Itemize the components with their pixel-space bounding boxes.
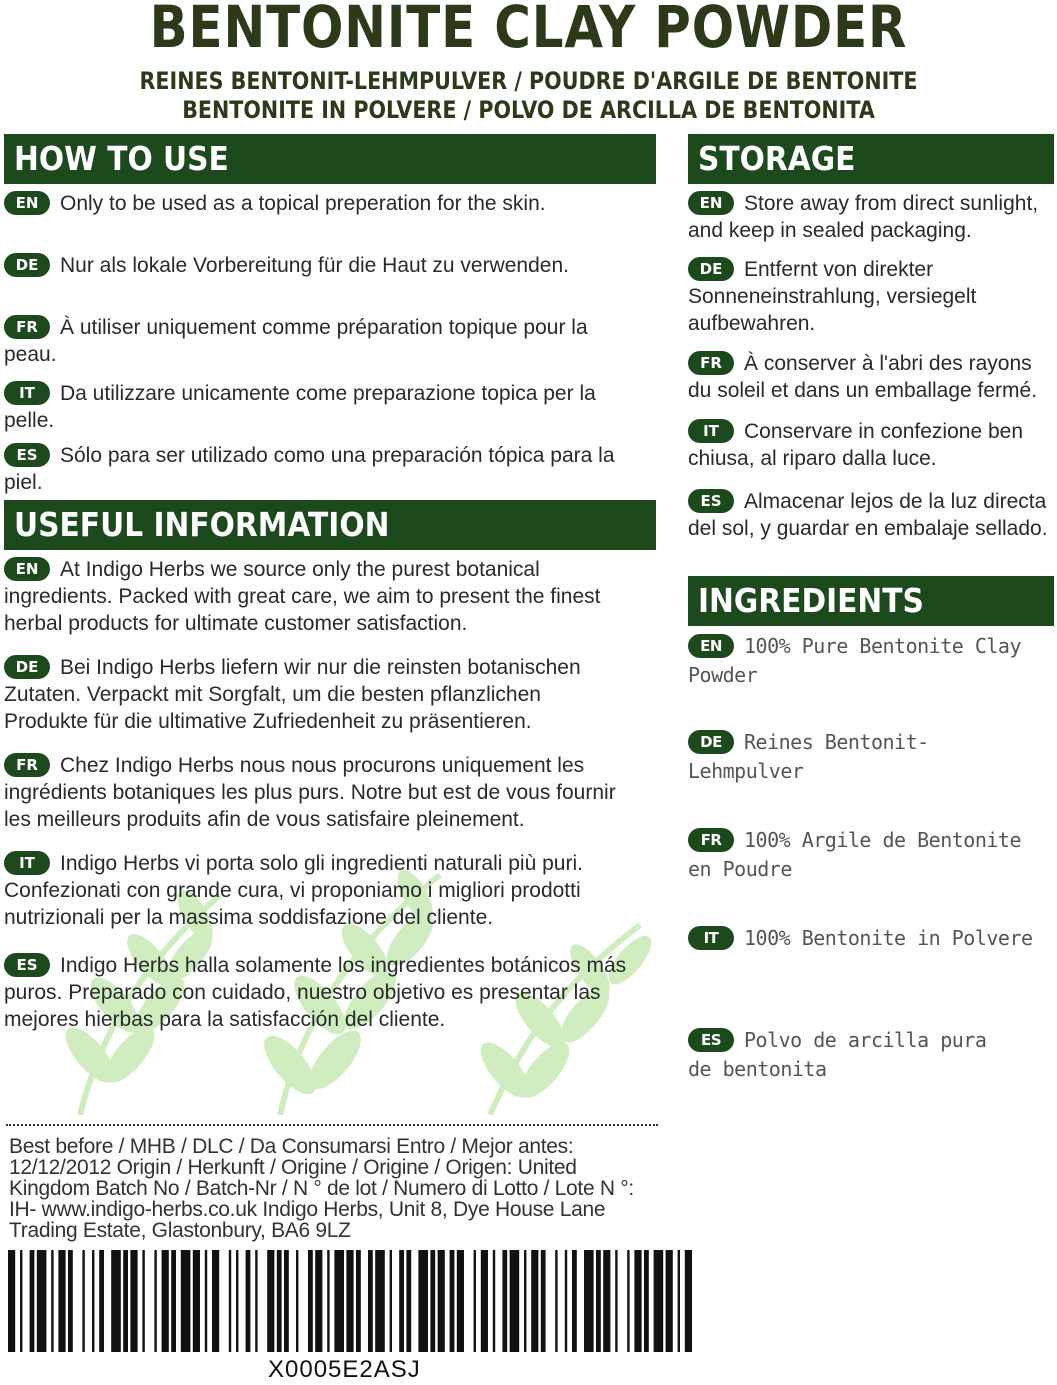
storage-item-fr: [688, 350, 1054, 418]
storage-item-es: [688, 488, 1054, 576]
ingredients-text: 100% Argile de Bentonite en Poudre: [688, 828, 1021, 881]
how-to-use-text: À utiliser uniquement comme préparation topique pour la peau.: [4, 316, 588, 366]
how-to-use-item-de: [4, 252, 656, 314]
barcode-icon: [8, 1250, 696, 1352]
lang-badge: FR: [688, 828, 734, 852]
ingredients-item-en: [688, 632, 1054, 728]
footer-info: Best before / MHB / DLC / Da Consumarsi Entro / Mejor antes: 12/12/2012 Origin / Herkunft / Origine / Origine / Origen: United Kingdom Batch No / Batch-Nr / N ° de lot / Numero di Lotto / Lote N °: IH- www.indigo-herbs.co.uk Indigo Herbs, Unit 8, Dye House Lane Trading Estate, Glastonbury, BA6 9LZ: [9, 1135, 634, 1242]
lang-badge: FR: [4, 753, 50, 777]
lang-badge: EN: [4, 191, 50, 215]
how-to-use-text: Da utilizzare unicamente come preparazione topica per la pelle.: [4, 382, 596, 432]
storage-text: Conservare in confezione ben chiusa, al riparo dalla luce.: [688, 420, 1024, 470]
lang-badge: IT: [4, 381, 50, 405]
lang-badge: IT: [688, 419, 734, 443]
lang-badge: ES: [688, 489, 734, 513]
lang-badge: EN: [688, 191, 734, 215]
lang-badge: DE: [4, 655, 50, 679]
lang-badge: DE: [4, 253, 50, 277]
useful-info-text: Indigo Herbs halla solamente los ingredientes botánicos más puros. Preparado con cuidado, nuestro objetivo es presentar las mejores hierbas para la satisfacción del cliente.: [4, 954, 627, 1031]
lang-badge: ES: [4, 953, 50, 977]
useful-information-heading: USEFUL INFORMATION: [4, 500, 656, 550]
divider: [6, 1124, 658, 1126]
useful-info-item-es: [4, 952, 654, 1042]
storage-text: Store away from direct sunlight, and keep in sealed packaging.: [688, 192, 1039, 242]
left-column: [4, 134, 656, 1042]
ingredients-item-de: [688, 728, 948, 826]
storage-text: À conserver à l'abri des rayons du soleil et dans un emballage fermé.: [688, 352, 1038, 402]
useful-info-item-it: [4, 850, 614, 952]
how-to-use-item-it: [4, 380, 624, 442]
lang-badge: FR: [688, 351, 734, 375]
lang-badge: IT: [4, 851, 50, 875]
how-to-use-item-es: [4, 442, 644, 500]
ingredients-heading: INGREDIENTS: [688, 576, 1054, 626]
ingredients-text: Reines Bentonit-Lehmpulver: [688, 730, 929, 783]
storage-text: Entfernt von direkter Sonneneinstrahlung, versiegelt aufbewahren.: [688, 258, 977, 335]
storage-text: Almacenar lejos de la luz directa del sol, y guardar en embalaje sellado.: [688, 490, 1048, 540]
lang-badge: IT: [688, 926, 734, 950]
storage-item-en: [688, 190, 1054, 256]
how-to-use-item-en: [4, 190, 656, 252]
lang-badge: DE: [688, 730, 734, 754]
useful-info-text: Indigo Herbs vi porta solo gli ingredienti naturali più puri. Confezionati con grande cura, vi proponiamo i migliori prodotti nutrizionali per la massima soddisfazione del cliente.: [4, 852, 583, 929]
lang-badge: ES: [4, 443, 50, 467]
subtitle-line-2: BENTONITE IN POLVERE / POLVO DE ARCILLA DE BENTONITA: [182, 96, 875, 124]
storage-item-de: [688, 256, 1008, 350]
how-to-use-text: Nur als lokale Vorbereitung für die Haut zu verwenden.: [60, 254, 569, 277]
useful-info-text: At Indigo Herbs we source only the purest botanical ingredients. Packed with great care, we aim to present the finest herbal products for ultimate customer satisfaction.: [4, 558, 601, 635]
right-column: [688, 134, 1054, 1086]
ingredients-text: 100% Pure Bentonite Clay Powder: [688, 634, 1021, 687]
useful-info-item-de: [4, 654, 624, 752]
ingredients-text: Polvo de arcilla pura de bentonita: [688, 1028, 987, 1081]
how-to-use-heading: HOW TO USE: [4, 134, 656, 184]
how-to-use-text: Only to be used as a topical preperation for the skin.: [60, 192, 546, 215]
useful-info-item-en: [4, 556, 634, 654]
lang-badge: EN: [688, 634, 734, 658]
subtitle-line-1: REINES BENTONIT-LEHMPULVER / POUDRE D'ARGILE DE BENTONITE: [139, 67, 918, 95]
barcode-number: X0005E2ASJ: [268, 1356, 421, 1383]
lang-badge: FR: [4, 315, 50, 339]
ingredients-item-fr: [688, 826, 1054, 924]
how-to-use-item-fr: [4, 314, 624, 380]
product-title: BENTONITE CLAY POWDER: [149, 0, 908, 61]
useful-info-text: Bei Indigo Herbs liefern wir nur die reinsten botanischen Zutaten. Verpackt mit Sorgfalt, um die besten pflanzlichen Produkte für die ultimative Zufriedenheit zu präsentieren.: [4, 656, 581, 733]
useful-info-item-fr: [4, 752, 644, 850]
storage-item-it: [688, 418, 1054, 488]
ingredients-item-it: [688, 924, 1054, 1026]
how-to-use-text: Sólo para ser utilizado como una preparación tópica para la piel.: [4, 444, 615, 494]
lang-badge: EN: [4, 557, 50, 581]
storage-heading: STORAGE: [688, 134, 1054, 184]
lang-badge: ES: [688, 1028, 734, 1052]
lang-badge: DE: [688, 257, 734, 281]
useful-info-text: Chez Indigo Herbs nous nous procurons uniquement les ingrédients botaniques les plus purs. Notre but est de vous fournir les meilleurs produits afin de vous satisfaire pleinement.: [4, 754, 616, 831]
ingredients-item-es: [688, 1026, 1008, 1086]
ingredients-text: 100% Bentonite in Polvere: [744, 926, 1033, 950]
